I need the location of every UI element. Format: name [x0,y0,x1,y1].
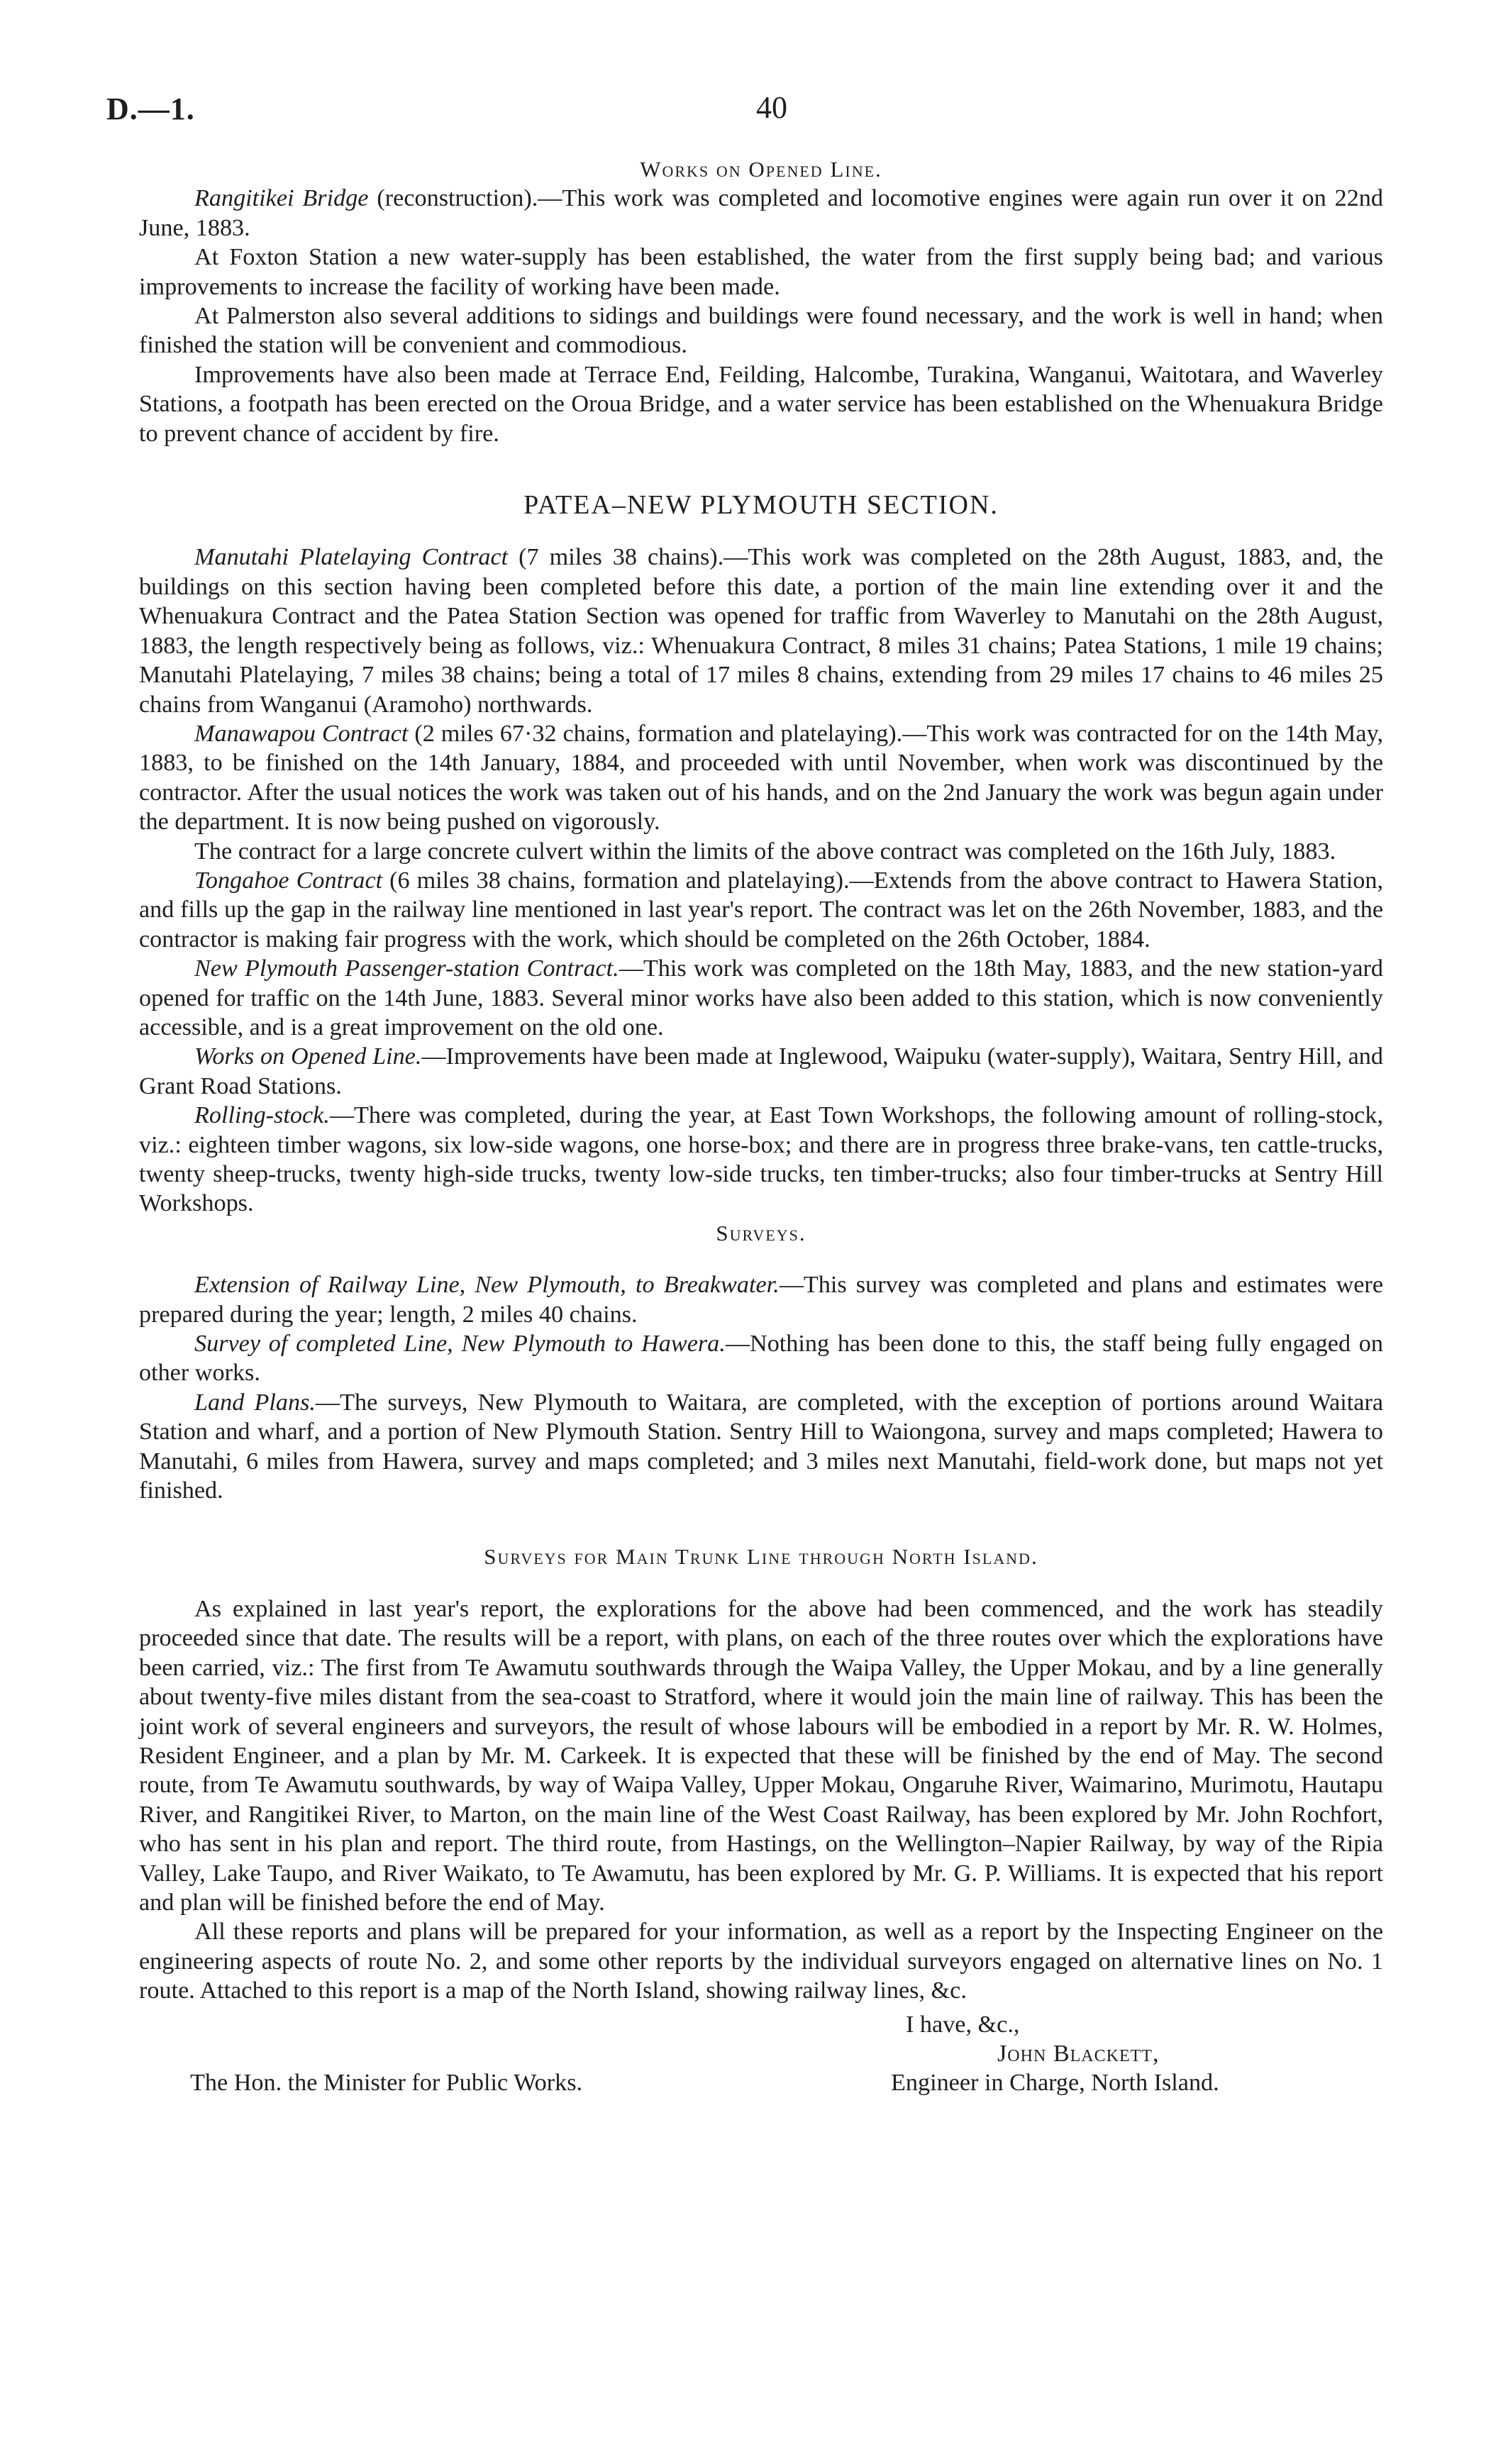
paragraph: At Foxton Station a new water-supply has been established, the water from the first supply being bad; and various improvements to increase the facility of working have been made. [139,244,1383,300]
heading-surveys: Surveys. [716,1220,806,1245]
paragraph [139,1101,1383,1219]
document-reference: D.—1. [106,91,195,126]
paragraph-text: (6 miles 38 chains, formation and platelaying).—Extends from the above contract to Hawera Station, and fills up the gap in the railway line mentioned in last year's report. The contract was let on the 26th November, 1883, and the contractor is making fair progress with the work, which should be completed on the 26th October, 1884. [139,867,1384,953]
heading-patea-section: PATEA–NEW PLYMOUTH SECTION. [523,490,999,521]
paragraph-title: Manutahi Platelaying Contract [194,544,509,571]
paragraph [139,719,1383,837]
paragraph-title: Extension of Railway Line, New Plymouth, to Breakwater. [194,1272,780,1299]
closing-salutation: I have, &c., [906,2011,1020,2038]
signatory-name: John Blackett, [997,2040,1160,2067]
paragraph-text: —There was completed, during the year, at East Town Workshops, the following amount of rolling-stock, viz.: eighteen timber wagons, six low-side wagons, one horse-box; and there are in progress three brake-vans, ten cattle-trucks, twenty sheep-trucks, twenty high-side trucks, twenty low-side trucks, ten timber-trucks; also four timber-trucks at Sentry Hill Workshops. [139,1102,1383,1217]
paragraph [139,866,1383,954]
paragraph [139,1388,1383,1506]
paragraph-text: —The surveys, New Plymouth to Waitara, are completed, with the exception of portions around Waitara Station and wharf, and a portion of New Plymouth Station. Sentry Hill to Waiongona, survey and maps completed; Hawera to Manutahi, 6 miles from Hawera, survey and maps completed; and 3 miles next Manutahi, field-work done, but maps not yet finished. [139,1389,1383,1504]
signature-block [139,2010,1383,2124]
paragraph: At Palmerston also several additions to sidings and buildings were found necessary, and the work is well in hand; when finished the station will be convenient and commodious. [139,303,1383,359]
paragraph-title: Survey of completed Line, New Plymouth to Hawera. [194,1331,726,1358]
paragraph-title: Land Plans. [194,1389,316,1416]
paragraph: All these reports and plans will be prepared for your information, as well as a report by the Inspecting Engineer on the engineering aspects of route No. 2, and some other reports by the individual surveyors engaged on alternative lines on No. 1 route. Attached to this report is a map of the North Island, showing railway lines, &c. [139,1919,1383,2004]
paragraph-title: Manawapou Contract [194,720,409,747]
paragraph [139,543,1383,718]
page-body [139,155,1383,2124]
paragraph-text: —This survey was completed and plans and estimates were prepared during the year; length, 2 miles 40 chains. [139,1272,1383,1328]
heading-main-trunk-surveys: Surveys for Main Trunk Line through North Island. [484,1544,1038,1570]
paragraph [139,1270,1383,1329]
paragraph-text: —Nothing has been done to this, the staff being fully engaged on other works. [139,1331,1383,1387]
paragraph-title: New Plymouth Passenger-station Contract. [194,955,619,982]
paragraph [139,1329,1383,1388]
paragraph-text: (2 miles 67·32 chains, formation and platelaying).—This work was contracted for on the 14th May, 1883, to be finished on the 14th January, 1884, and proceeded with until November, when work was discontinued by the contractor. After the usual notices the work was taken out of his hands, and on the 2nd January the work was begun again under the department. It is now being pushed on vigorously. [139,720,1383,836]
page-number: 40 [756,90,787,125]
paragraph-text: —Improvements have been made at Inglewood, Waipuku (water-supply), Waitara, Sentry Hill, and Grant Road Stations. [139,1043,1383,1099]
paragraph [139,1042,1383,1101]
paragraph-title: Rangitikei Bridge [194,185,369,212]
paragraph: As explained in last year's report, the explorations for the above had been commenced, and the work has steadily proceeded since that date. The results will be a report, with plans, on each of the three routes over which the explorations have been carried, viz.: The first from Te Awamutu southwards through the Waipa Valley, the Upper Mokau, and by a line generally about twenty-five miles distant from the sea-coast to Stratford, where it would join the main line of railway. This has been the joint work of several engineers and surveyors, the result of whose labours will be embodied in a report by Mr. R. W. Holmes, Resident Engineer, and a plan by Mr. M. Carkeek. It is expected that these will be finished by the end of May. The second route, from Te Awamutu southwards, by way of Waipa Valley, Upper Mokau, Ongaruhe River, Waimarino, Murimotu, Hautapu River, and Rangitikei River, to Marton, on the main line of the West Coast Railway, has been explored by Mr. John Rochfort, who has sent in his plan and report. The third route, from Hastings, on the Wellington–Napier Railway, by way of the Ripia Valley, Lake Taupo, and River Waikato, to Te Awamutu, has been explored by Mr. G. P. Williams. It is expected that his report and plan will be finished before the end of May. [139,1595,1383,1916]
paragraph-title: Tongahoe Contract [194,867,383,894]
addressee: The Hon. the Minister for Public Works. [190,2069,583,2096]
paragraph-title: Rolling-stock. [194,1102,330,1129]
heading-works-opened-line: Works on Opened Line. [640,157,882,182]
paragraph: The contract for a large concrete culvert within the limits of the above contract was completed on the 16th July, 1883. [194,838,1336,865]
paragraph [139,954,1383,1042]
paragraph-text: —This work was completed on the 18th May, 1883, and the new station-yard opened for traffic on the 14th June, 1883. Several minor works have also been added to this station, which is now conveniently accessible, and is a great improvement on the old one. [139,955,1383,1040]
paragraph-text: (reconstruction).—This work was completed and locomotive engines were again run over it on 22nd June, 1883. [139,185,1383,241]
paragraph-title: Works on Opened Line. [194,1043,422,1070]
paragraph [139,184,1383,243]
paragraph: Improvements have also been made at Terrace End, Feilding, Halcombe, Turakina, Wanganui, Waitotara, and Waverley Stations, a footpath has been erected on the Oroua Bridge, and a water service has been established on the Whenuakura Bridge to prevent chance of accident by fire. [139,361,1383,447]
paragraph-text: (7 miles 38 chains).—This work was completed on the 28th August, 1883, and, the buildings on this section having been completed before this date, a portion of the main line extending over it and the Whenuakura Contract and the Patea Station Section was opened for traffic from Waverley to Manutahi on the 28th August, 1883, the length respectively being as follows, viz.: Whenuakura Contract, 8 miles 31 chains; Patea Stations, 1 mile 19 chains; Manutahi Platelaying, 7 miles 38 chains; being a total of 17 miles 8 chains, extending from 29 miles 17 chains to 46 miles 25 chains from Wanganui (Aramoho) northwards. [139,544,1383,718]
signatory-title: Engineer in Charge, North Island. [891,2069,1219,2096]
